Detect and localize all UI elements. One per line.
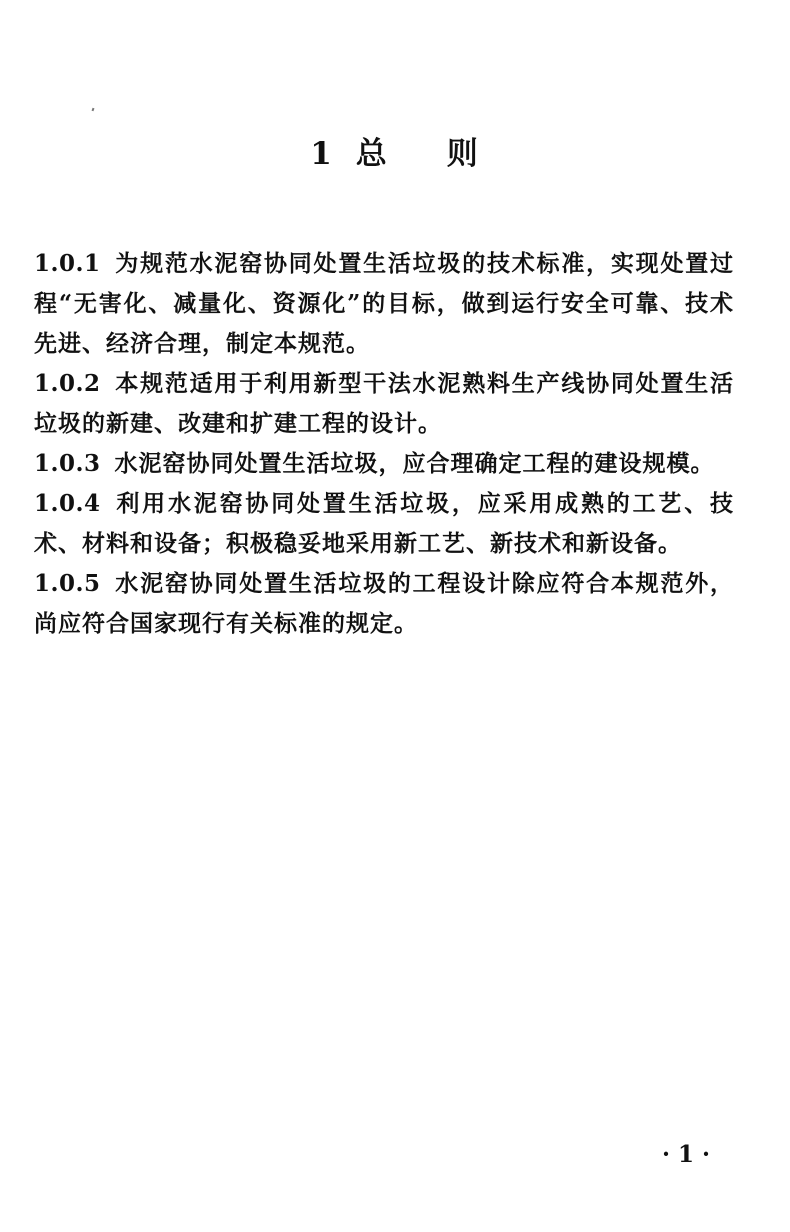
clause xyxy=(34,444,734,484)
clause-number: 1.0.4 xyxy=(34,490,101,517)
clause-text: 利用水泥窑协同处置生活垃圾，应采用成熟的工艺、技术、材料和设备；积极稳妥地采用新工艺、新技术和新设备。 xyxy=(34,490,734,557)
clause xyxy=(34,564,734,644)
clause-number: 1.0.3 xyxy=(34,450,101,477)
clauses-list xyxy=(34,244,734,644)
clause-text: 为规范水泥窑协同处置生活垃圾的技术标准，实现处置过程“无害化、减量化、资源化”的目标，做到运行安全可靠、技术先进、经济合理，制定本规范。 xyxy=(34,250,734,357)
clause-number: 1.0.2 xyxy=(34,370,101,397)
scan-speck xyxy=(92,108,95,112)
clause xyxy=(34,244,734,364)
clause-text: 水泥窑协同处置生活垃圾的工程设计除应符合本规范外，尚应符合国家现行有关标准的规定。 xyxy=(34,570,734,637)
clause-number: 1.0.1 xyxy=(34,250,101,277)
clause-text: 本规范适用于利用新型干法水泥熟料生产线协同处置生活垃圾的新建、改建和扩建工程的设计。 xyxy=(34,370,734,437)
clause-text: 水泥窑协同处置生活垃圾，应合理确定工程的建设规模。 xyxy=(114,450,715,477)
chapter-title xyxy=(0,128,790,173)
chapter-title-char-1: 总 xyxy=(355,136,389,172)
clause xyxy=(34,484,734,564)
clause xyxy=(34,364,734,444)
clause-number: 1.0.5 xyxy=(34,570,101,597)
chapter-title-char-2: 则 xyxy=(446,136,480,172)
chapter-number: 1 xyxy=(310,136,334,172)
page-number: · 1 · xyxy=(661,1141,710,1168)
